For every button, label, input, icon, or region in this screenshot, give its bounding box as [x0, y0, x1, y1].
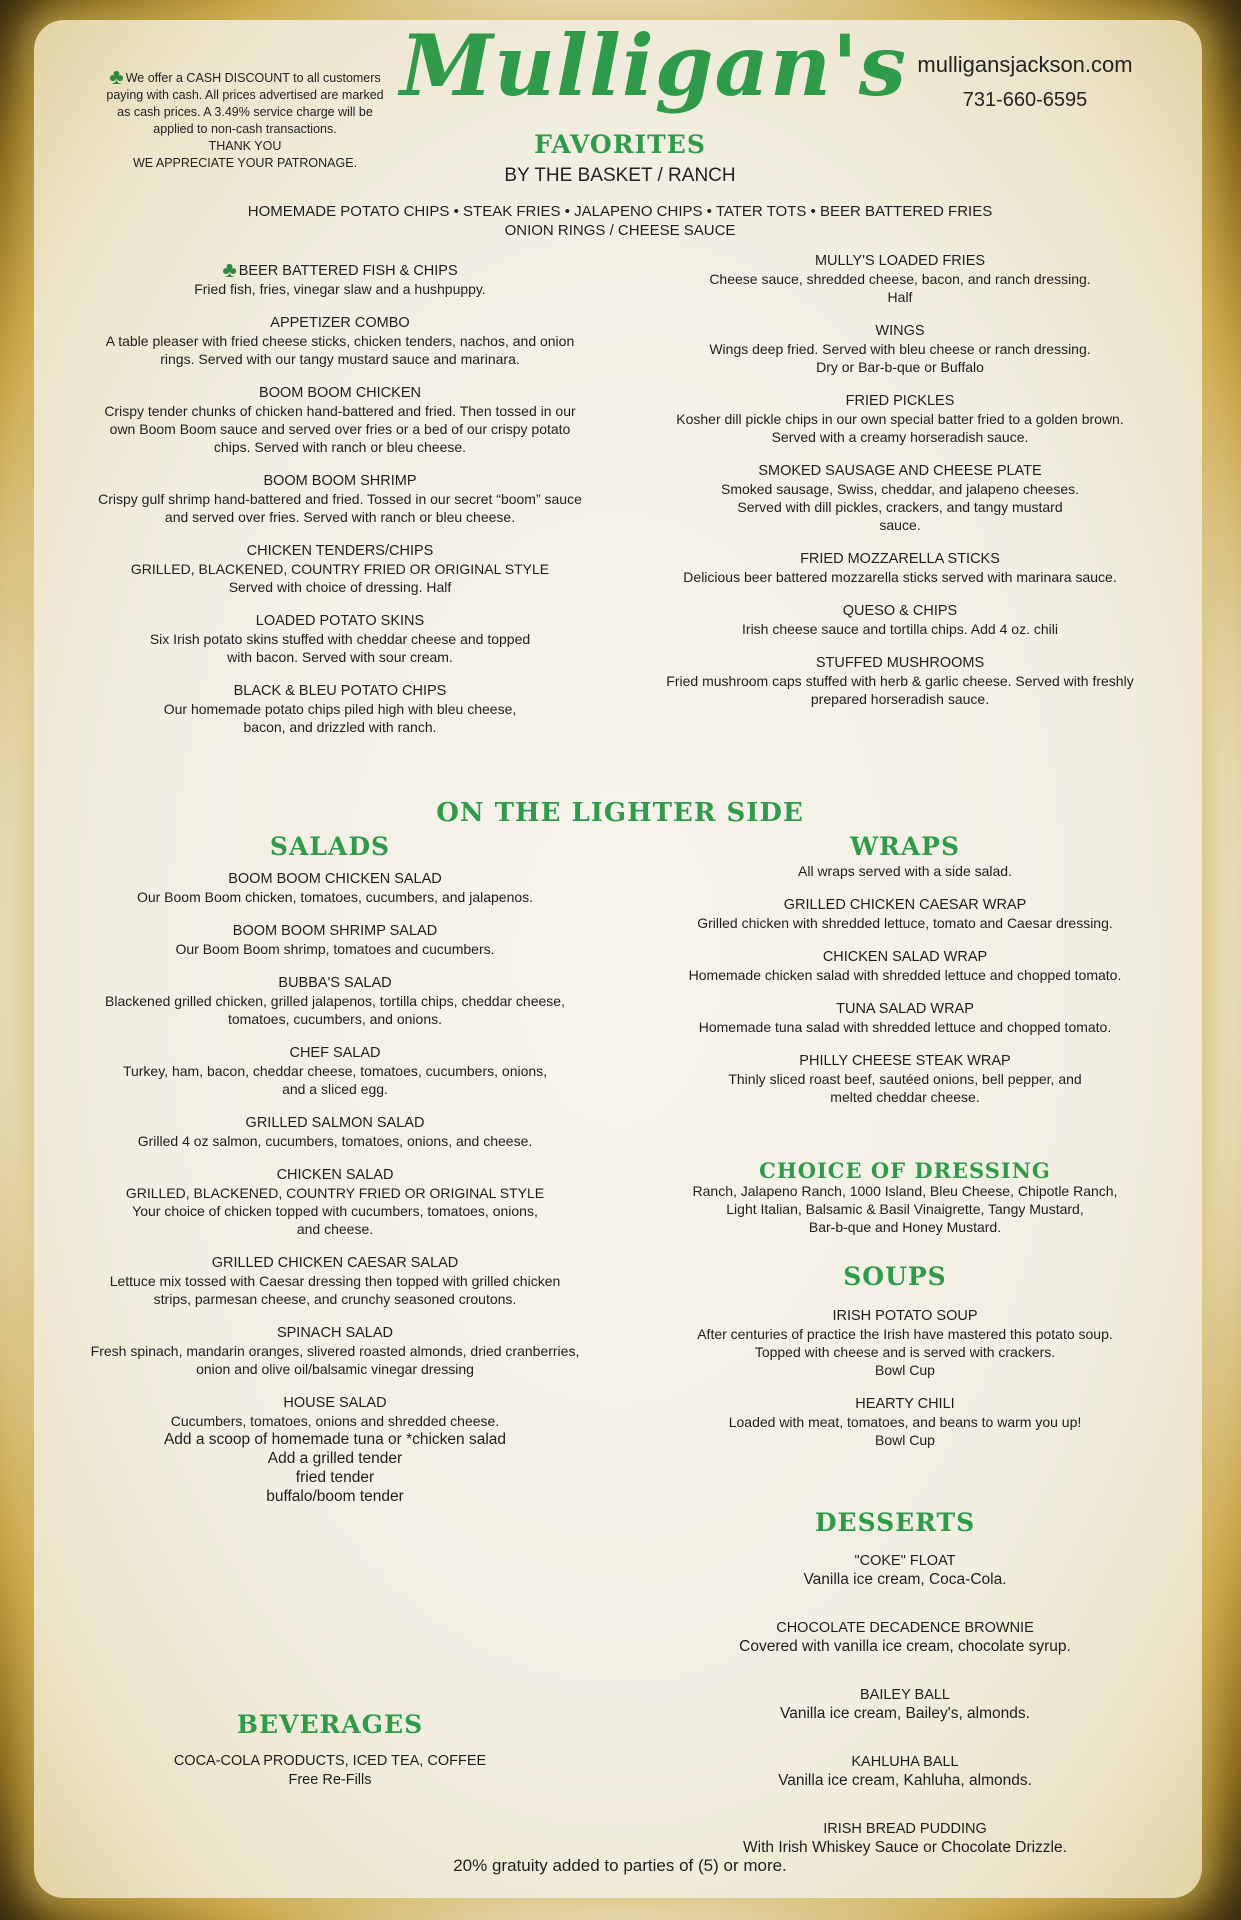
item-name: WINGS	[875, 323, 925, 339]
phone-number[interactable]: 731-660-6595	[962, 89, 1088, 111]
menu-item	[630, 1820, 1180, 1857]
item-desc: Vanilla ice cream, Bailey's, almonds.	[780, 1705, 1030, 1722]
item-name: FRIED MOZZARELLA STICKS	[800, 551, 1000, 567]
item-name: GRILLED SALMON SALAD	[245, 1115, 425, 1131]
menu-item	[630, 1552, 1180, 1589]
item-name: KAHLUHA BALL	[851, 1754, 959, 1770]
wraps-note: All wraps served with a side salad.	[798, 863, 1012, 879]
item-desc: Grilled 4 oz salmon, cucumbers, tomatoes, onions, and cheese.	[137, 1133, 533, 1149]
item-name: SMOKED SAUSAGE AND CHEESE PLATE	[758, 463, 1042, 479]
item-name: BAILEY BALL	[859, 1687, 951, 1703]
item-name: FRIED PICKLES	[845, 393, 955, 409]
item-name: HOUSE SALAD	[283, 1395, 387, 1411]
notice-line: We offer a CASH DISCOUNT to all customers	[125, 71, 381, 85]
favorites-subtitle: BY THE BASKET / RANCH	[504, 165, 736, 186]
item-desc: Blackened grilled chicken, grilled jalapenos, tortilla chips, cheddar cheese, tomatoes, cucumbers, and onions.	[105, 993, 565, 1027]
menu-item	[55, 870, 615, 906]
item-name: SPINACH SALAD	[276, 1325, 394, 1341]
item-desc: A table pleaser with fried cheese sticks, chicken tenders, nachos, and onion rings. Served with our tangy mustard sauce and marinara.	[105, 333, 575, 367]
menu-item	[630, 1052, 1180, 1106]
beverages-line: Free Re-Fills	[288, 1772, 372, 1788]
cash-discount-notice	[70, 64, 420, 172]
item-name: STUFFED MUSHROOMS	[815, 655, 985, 671]
item-desc: Thinly sliced roast beef, sautéed onions, bell pepper, and melted cheddar cheese.	[728, 1071, 1082, 1105]
menu-item	[630, 602, 1170, 638]
item-desc: Crispy gulf shrimp hand-battered and fried. Tossed in our secret “boom” sauce and served over fries. Served with ranch or bleu cheese.	[98, 491, 582, 525]
notice-line: applied to non-cash transactions.	[153, 122, 337, 136]
item-name: MULLY'S LOADED FRIES	[814, 253, 986, 269]
menu-item	[60, 612, 620, 666]
item-name: PHILLY CHEESE STEAK WRAP	[799, 1053, 1011, 1069]
favorites-left-column	[60, 257, 620, 752]
menu-item	[55, 1166, 615, 1238]
item-name: BEER BATTERED FISH & CHIPS	[238, 263, 458, 279]
menu-item	[630, 252, 1170, 306]
item-desc: GRILLED, BLACKENED, COUNTRY FRIED OR ORIGINAL STYLE Served with choice of dressing. Half	[130, 561, 550, 595]
item-name: BOOM BOOM SHRIMP SALAD	[232, 923, 438, 939]
menu-item	[55, 1114, 615, 1150]
item-desc: Smoked sausage, Swiss, cheddar, and jalapeno cheeses. Served with dill pickles, crackers, and tangy mustard sauce.	[720, 481, 1079, 533]
shamrock-icon: ♣	[222, 257, 237, 282]
menu-item	[630, 1686, 1180, 1723]
menu-item	[60, 682, 620, 736]
desserts-column	[630, 1552, 1180, 1873]
item-name: IRISH BREAD PUDDING	[823, 1821, 987, 1837]
beverages-title: BEVERAGES	[236, 1710, 424, 1739]
item-desc: Crispy tender chunks of chicken hand-battered and fried. Then tossed in our own Boom Boom sauce and served over fries or a bed of our crispy potato chips. Served with ranch or bleu cheese.	[104, 403, 576, 455]
sides-line: ONION RINGS / CHEESE SAUCE	[504, 222, 736, 239]
item-desc: Our homemade potato chips piled high with bleu cheese, bacon, and drizzled with ranch.	[163, 701, 517, 735]
item-name: "COKE" FLOAT	[854, 1553, 956, 1569]
menu-item	[630, 1619, 1180, 1656]
menu-item	[630, 462, 1170, 534]
notice-line: WE APPRECIATE YOUR PATRONAGE.	[132, 156, 358, 170]
item-desc: Cheese sauce, shredded cheese, bacon, and ranch dressing. Half	[709, 271, 1091, 305]
item-name: APPETIZER COMBO	[270, 315, 410, 331]
soups-title: SOUPS	[843, 1262, 947, 1291]
menu-item	[55, 922, 615, 958]
menu-item	[630, 1753, 1180, 1790]
item-name: QUESO & CHIPS	[842, 603, 958, 619]
item-desc: Turkey, ham, bacon, cheddar cheese, tomatoes, cucumbers, onions, and a sliced egg.	[122, 1063, 548, 1097]
item-desc: Fried fish, fries, vinegar slaw and a hushpuppy.	[194, 281, 486, 297]
item-desc: Six Irish potato skins stuffed with cheddar cheese and topped with bacon. Served with sour cream.	[149, 631, 531, 665]
desserts-title: DESSERTS	[814, 1508, 976, 1537]
menu-item	[60, 472, 620, 526]
menu-item	[55, 974, 615, 1028]
item-desc: Our Boom Boom chicken, tomatoes, cucumbers, and jalapenos.	[136, 889, 534, 905]
menu-item	[630, 896, 1180, 932]
sides-list	[120, 202, 1120, 240]
item-desc: Fresh spinach, mandarin oranges, slivered roasted almonds, dried cranberries, onion and olive oil/balsamic vinegar dressing	[90, 1343, 580, 1377]
item-desc: Lettuce mix tossed with Caesar dressing then topped with grilled chicken strips, parmesan cheese, and crunchy seasoned croutons.	[109, 1273, 561, 1307]
menu-item	[55, 1394, 615, 1430]
salad-addons: Add a scoop of homemade tuna or *chicken salad Add a grilled tender fried tender buffalo/boom tender	[163, 1431, 507, 1505]
item-desc: Delicious beer battered mozzarella sticks served with marinara sauce.	[683, 569, 1117, 585]
notice-line: as cash prices. A 3.49% service charge will be	[117, 105, 373, 119]
sides-line: HOMEMADE POTATO CHIPS • STEAK FRIES • JALAPENO CHIPS • TATER TOTS • BEER BATTERED FRIES	[247, 203, 993, 220]
wraps-title: WRAPS	[849, 832, 961, 861]
website-link[interactable]: mulligansjackson.com	[917, 52, 1133, 77]
item-desc: Covered with vanilla ice cream, chocolate syrup.	[739, 1638, 1071, 1655]
menu-item	[60, 384, 620, 456]
notice-line: paying with cash. All prices advertised are marked	[106, 88, 384, 102]
item-desc: With Irish Whiskey Sauce or Chocolate Drizzle.	[743, 1839, 1067, 1856]
beverages-list	[130, 1752, 530, 1790]
item-name: BOOM BOOM SHRIMP	[263, 473, 417, 489]
notice-line: THANK YOU	[208, 139, 282, 153]
menu-item	[630, 948, 1180, 984]
shamrock-icon: ♣	[109, 64, 124, 89]
salads-column	[55, 870, 615, 1506]
menu-item	[55, 1044, 615, 1098]
favorites-right-column	[630, 252, 1170, 724]
menu-item	[630, 1395, 1180, 1449]
dressing-title: CHOICE OF DRESSING	[759, 1158, 1051, 1183]
item-name: GRILLED CHICKEN CAESAR SALAD	[211, 1255, 459, 1271]
item-desc: Wings deep fried. Served with bleu cheese or ranch dressing. Dry or Bar-b-que or Buffalo	[709, 341, 1091, 375]
beverages-line: COCA-COLA PRODUCTS, ICED TEA, COFFEE	[173, 1753, 487, 1769]
item-desc: Grilled chicken with shredded lettuce, tomato and Caesar dressing.	[697, 915, 1113, 931]
menu-item	[630, 550, 1170, 586]
item-desc: Vanilla ice cream, Kahluha, almonds.	[778, 1772, 1032, 1789]
item-desc: Irish cheese sauce and tortilla chips. Add 4 oz. chili	[742, 621, 1058, 637]
menu-item	[630, 654, 1170, 708]
menu-item	[55, 1254, 615, 1308]
item-name: LOADED POTATO SKINS	[255, 613, 425, 629]
item-name: BOOM BOOM CHICKEN	[259, 385, 421, 401]
lighter-side-title: ON THE LIGHTER SIDE	[436, 798, 804, 828]
salads-title: SALADS	[269, 832, 391, 861]
item-desc: After centuries of practice the Irish have mastered this potato soup. Topped with cheese and is served with crackers. Bowl Cup	[697, 1326, 1113, 1378]
favorites-title: FAVORITES	[534, 130, 706, 159]
item-name: CHOCOLATE DECADENCE BROWNIE	[776, 1620, 1034, 1636]
item-desc: Fried mushroom caps stuffed with herb & garlic cheese. Served with freshly prepared horseradish sauce.	[666, 673, 1134, 707]
menu-item	[55, 1324, 615, 1378]
menu-item	[630, 392, 1170, 446]
item-name: CHEF SALAD	[289, 1045, 381, 1061]
restaurant-logo: Mulligan's	[400, 16, 908, 115]
item-desc: Kosher dill pickle chips in our own special batter fried to a golden brown. Served with a creamy horseradish sauce.	[676, 411, 1124, 445]
soups-column	[630, 1307, 1180, 1465]
dressing-list: Ranch, Jalapeno Ranch, 1000 Island, Bleu Cheese, Chipotle Ranch, Light Italian, Balsamic & Basil Vinaigrette, Tangy Mustard, Bar-b-que and Honey Mustard.	[692, 1183, 1118, 1235]
item-name: CHICKEN SALAD	[276, 1167, 394, 1183]
item-name: TUNA SALAD WRAP	[836, 1001, 974, 1017]
item-desc: Vanilla ice cream, Coca-Cola.	[803, 1571, 1007, 1588]
menu-item	[630, 1000, 1180, 1036]
item-desc: Cucumbers, tomatoes, onions and shredded cheese.	[170, 1413, 500, 1429]
item-name: BUBBA'S SALAD	[278, 975, 392, 991]
gratuity-note: 20% gratuity added to parties of (5) or more.	[453, 1856, 787, 1875]
menu-item	[60, 257, 620, 298]
item-name: BLACK & BLEU POTATO CHIPS	[233, 683, 447, 699]
menu-item	[630, 322, 1170, 376]
item-desc: Homemade tuna salad with shredded lettuce and chopped tomato.	[698, 1019, 1112, 1035]
item-name: HEARTY CHILI	[855, 1396, 955, 1412]
wraps-column	[630, 862, 1180, 1122]
item-desc: GRILLED, BLACKENED, COUNTRY FRIED OR ORIGINAL STYLE Your choice of chicken topped with cucumbers, tomatoes, onions, and cheese.	[125, 1185, 545, 1237]
item-name: BOOM BOOM CHICKEN SALAD	[228, 871, 442, 887]
menu-item	[60, 542, 620, 596]
item-name: IRISH POTATO SOUP	[832, 1308, 978, 1324]
item-desc: Loaded with meat, tomatoes, and beans to warm you up! Bowl Cup	[728, 1414, 1082, 1448]
item-name: CHICKEN TENDERS/CHIPS	[246, 543, 434, 559]
item-desc: Homemade chicken salad with shredded lettuce and chopped tomato.	[688, 967, 1122, 983]
item-name: CHICKEN SALAD WRAP	[822, 949, 988, 965]
menu-item	[60, 314, 620, 368]
item-desc: Our Boom Boom shrimp, tomatoes and cucumbers.	[175, 941, 495, 957]
menu-item	[630, 1307, 1180, 1379]
item-name: GRILLED CHICKEN CAESAR WRAP	[783, 897, 1027, 913]
